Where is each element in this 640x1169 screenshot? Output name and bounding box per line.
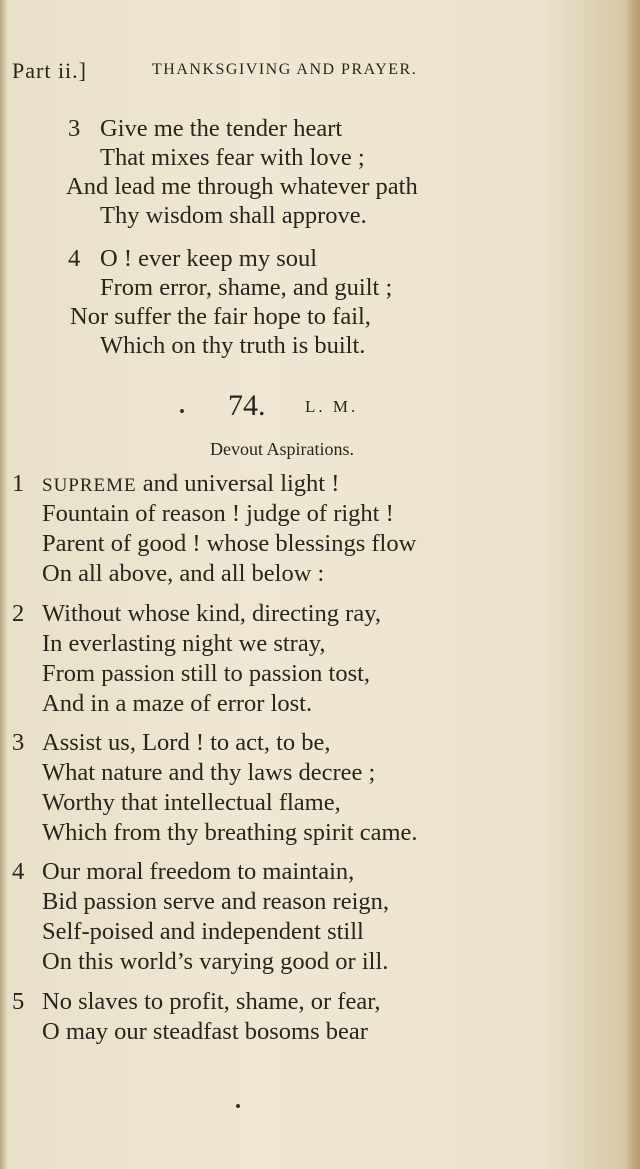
verse-line: From error, shame, and guilt ;	[100, 274, 393, 301]
verse-line: Self-poised and independent still	[42, 918, 364, 945]
verse-line: Give me the tender heart	[100, 115, 343, 142]
stanza-number: 5	[12, 988, 25, 1015]
verse-line: Bid passion serve and reason reign,	[42, 888, 389, 915]
stanza-number: 2	[12, 600, 25, 627]
verse-line: What nature and thy laws decree ;	[42, 759, 376, 786]
hymn-title: Devout Aspirations.	[210, 439, 354, 459]
ornament-dot	[180, 409, 184, 413]
verse-lead-word: SUPREME	[42, 475, 137, 496]
hymn-number: 74.	[228, 389, 266, 422]
verse-line: Nor suffer the fair hope to fail,	[70, 303, 371, 330]
header-title: THANKSGIVING AND PRAYER.	[152, 61, 418, 78]
verse-line: Parent of good ! whose blessings flow	[42, 530, 417, 557]
stanza-number: 3	[12, 729, 25, 756]
verse-line: Without whose kind, directing ray,	[42, 600, 381, 627]
header-part: Part ii.]	[12, 58, 87, 83]
stanza-number: 3	[68, 115, 81, 142]
verse-line: Assist us, Lord ! to act, to be,	[42, 729, 331, 756]
running-header	[12, 52, 612, 88]
verse-line: Thy wisdom shall approve.	[100, 202, 367, 229]
verse-line: Worthy that intellectual flame,	[42, 789, 341, 816]
page-left-edge	[0, 0, 8, 1169]
stanza-number: 1	[12, 470, 25, 497]
verse-line: O ! ever keep my soul	[100, 245, 318, 272]
verse-line: Which on thy truth is built.	[100, 332, 366, 359]
page-right-edge	[626, 0, 640, 1169]
stanza-number: 4	[68, 245, 81, 272]
stanza-number: 4	[12, 858, 25, 885]
ornament-dot	[236, 1104, 240, 1108]
verse-line: And lead me through whatever path	[66, 173, 418, 200]
verse-line	[42, 469, 339, 501]
verse-line: In everlasting night we stray,	[42, 630, 326, 657]
verse-line: Which from thy breathing spirit came.	[42, 819, 418, 846]
hymn-meter: L. M.	[305, 397, 359, 416]
verse-line: O may our steadfast bosoms bear	[42, 1018, 368, 1045]
verse-line: That mixes fear with love ;	[100, 144, 365, 171]
verse-line: Fountain of reason ! judge of right !	[42, 500, 394, 527]
verse-line: Our moral freedom to maintain,	[42, 858, 355, 885]
verse-line: From passion still to passion tost,	[42, 660, 371, 687]
verse-line: No slaves to profit, shame, or fear,	[42, 988, 381, 1015]
verse-line: And in a maze of error lost.	[42, 690, 313, 717]
verse-line-rest: and universal light !	[136, 470, 340, 497]
verse-line: On this world’s varying good or ill.	[42, 948, 389, 975]
verse-line: On all above, and all below :	[42, 560, 325, 587]
